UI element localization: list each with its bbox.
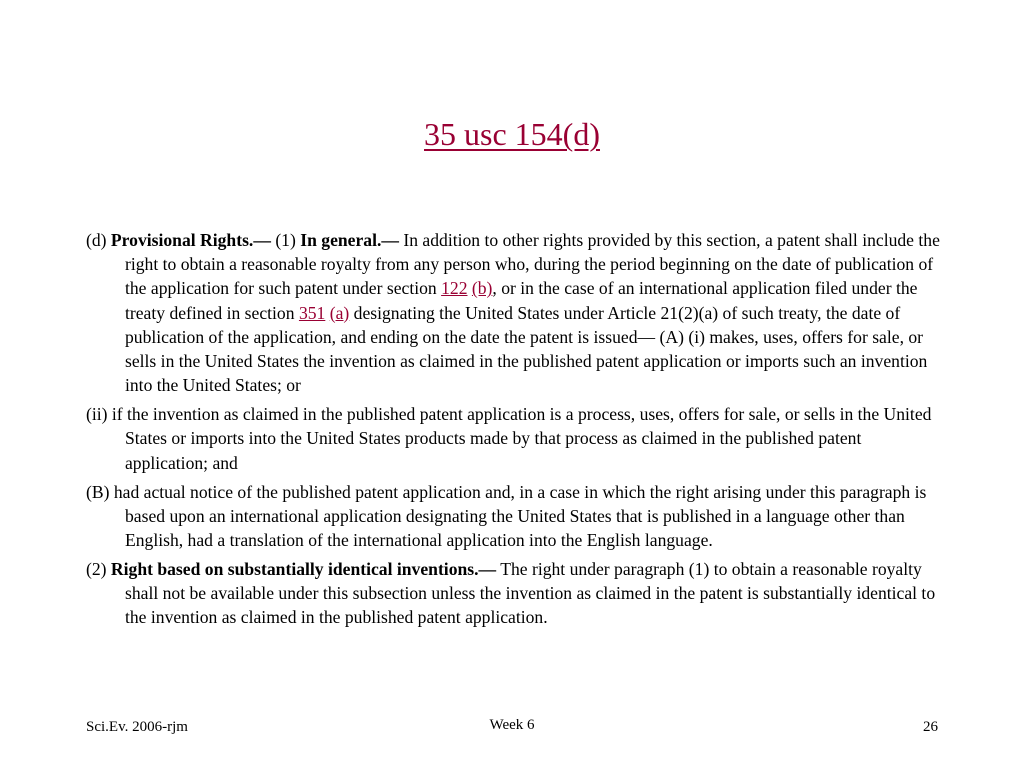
subparagraph-label: (1) bbox=[275, 230, 296, 250]
slide-title bbox=[0, 112, 1024, 156]
footer-week: Week 6 bbox=[489, 717, 535, 733]
heading-in-general: In general.— bbox=[300, 230, 399, 250]
paragraph-text: , or in the case of an international application filed under the treaty defined in section bbox=[125, 278, 918, 323]
paragraph-provisional-rights bbox=[86, 228, 940, 397]
paragraph-b bbox=[86, 480, 940, 553]
paragraph-text: designating the United States under Article 21(2)(a) of such treaty, the date of publication of the application, and ending on the date the patent is issued— (A) (i) makes, uses, offers for sale, or sells in the United States the invention as claimed in the published patent application or imports such an invention into the United States; or bbox=[125, 302, 928, 396]
paragraph-a-ii bbox=[86, 402, 940, 475]
link-subsection-b[interactable]: (b) bbox=[471, 278, 493, 299]
link-section-122[interactable]: 122 bbox=[441, 278, 468, 299]
heading-provisional-rights: Provisional Rights.— bbox=[110, 230, 271, 250]
paragraph-label: (2) bbox=[86, 559, 107, 580]
paragraph-label: (d) bbox=[86, 230, 107, 250]
heading-identical-inventions: Right based on substantially identical inventions.— bbox=[110, 559, 497, 580]
title-link[interactable]: 35 usc 154(d) bbox=[424, 116, 600, 152]
footer-page-number: 26 bbox=[923, 719, 938, 735]
paragraph-text: (B) had actual notice of the published patent application and, in a case in which the right arising under this paragraph is based upon an international application designating the United States that is published in a language other than English, had a translation of the international application into the English language. bbox=[86, 481, 927, 551]
paragraph-text: The right under paragraph (1) to obtain a reasonable royalty shall not be available under this subsection unless the invention as claimed in the patent is substantially identical to the invention as claimed in the published patent application. bbox=[125, 559, 936, 628]
statute-body bbox=[86, 228, 940, 634]
footer-author: Sci.Ev. 2006-rjm bbox=[86, 719, 188, 735]
paragraph-identical-inventions bbox=[86, 557, 940, 630]
link-subsection-a[interactable]: (a) bbox=[329, 302, 350, 323]
paragraph-text: (ii) if the invention as claimed in the published patent application is a process, uses, offers for sale, or sells in the United States or imports into the United States products made by that process as claimed in the published patent application; and bbox=[86, 404, 932, 473]
link-section-351[interactable]: 351 bbox=[298, 302, 326, 323]
paragraph-text: In addition to other rights provided by this section, a patent shall include the right to obtain a reasonable royalty from any person who, during the period beginning on the date of publication of the application for such patent under section bbox=[125, 230, 940, 299]
